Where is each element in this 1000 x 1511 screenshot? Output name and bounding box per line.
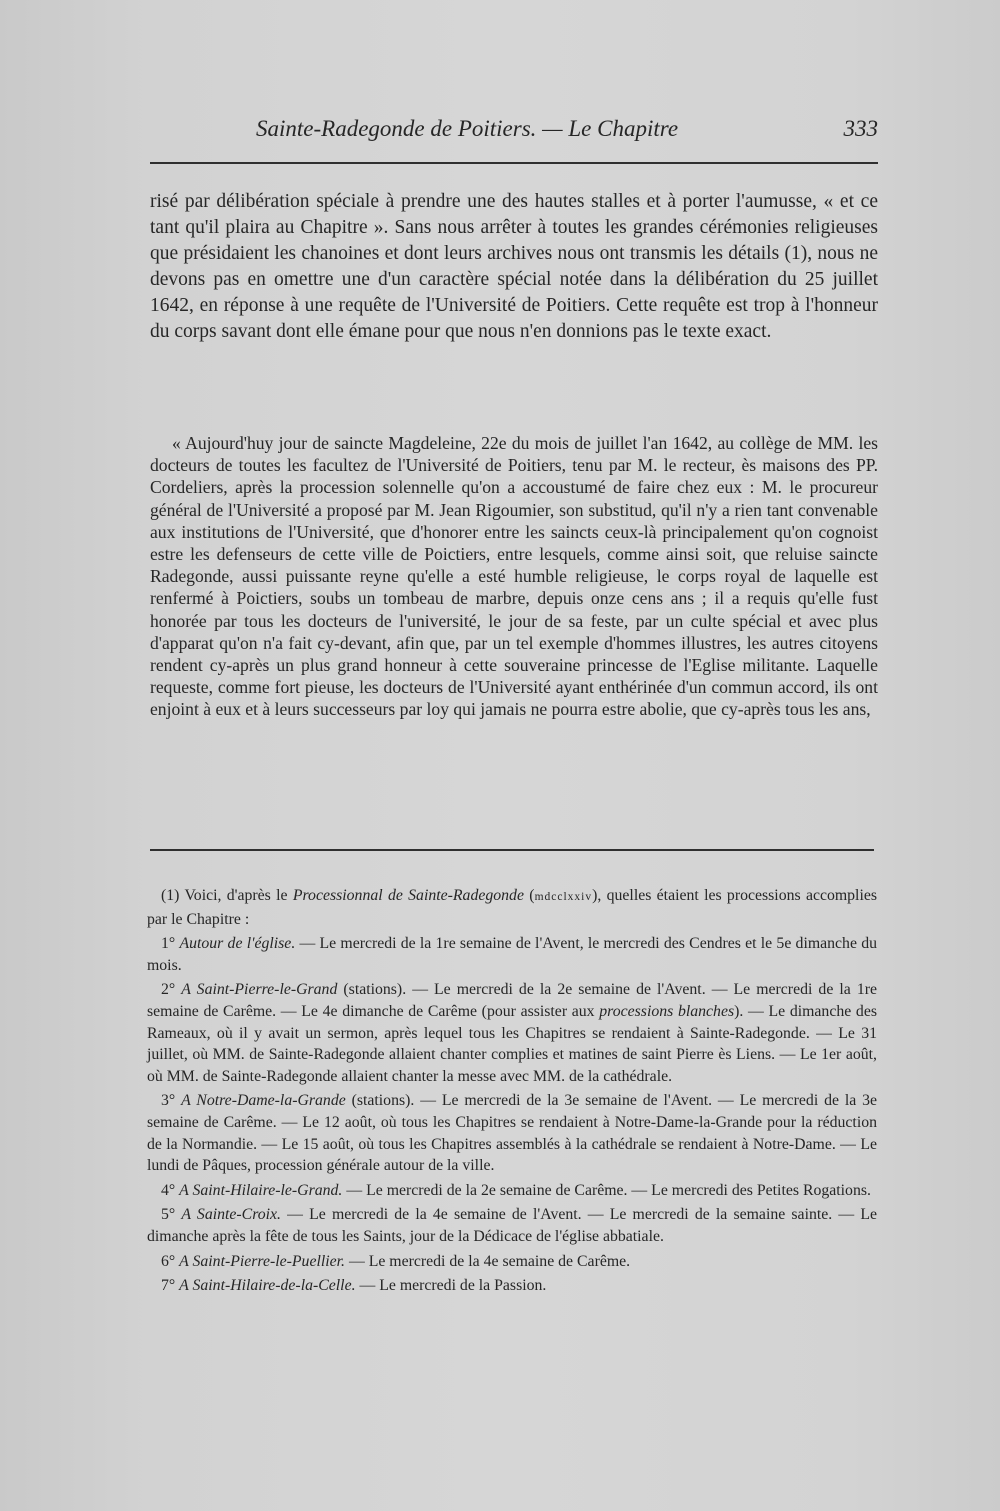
footnote-date-open: ( bbox=[523, 887, 535, 904]
footnote-work-title: Processionnal de Sainte-Radegonde bbox=[292, 887, 524, 904]
footnote-date: mdcclxxiv bbox=[534, 891, 593, 903]
header-rule bbox=[150, 162, 878, 164]
procession-item-7 bbox=[147, 1275, 877, 1297]
item-place: A Sainte-Croix. bbox=[181, 1206, 282, 1224]
footnote-intro-prefix: (1) Voici, d'après le bbox=[161, 887, 293, 904]
item-place: A Saint-Pierre-le-Puellier. bbox=[179, 1252, 345, 1270]
footnotes bbox=[147, 885, 877, 1300]
item-place: A Saint-Hilaire-de-la-Celle. bbox=[179, 1277, 356, 1295]
item-text: — Le mercredi de la 1re semaine de l'Avent, le mercredi des Cendres et le 5e dimanche du mois. bbox=[147, 935, 877, 974]
item-number: 5° bbox=[161, 1206, 176, 1224]
item-place: A Saint-Hilaire-le-Grand. bbox=[179, 1181, 343, 1199]
item-text: ). — Le dimanche des Rameaux, où il y avait un sermon, après lequel tous les Chapitres se rendaient à Sainte-Radegonde. — Le 31 juillet, où MM. de Sainte-Radegonde allaient chanter complies et matines de saint Pierre ès Liens. — Le 1er août, où MM. de Sainte-Radegonde allaient chanter la messe avec MM. de la cathédrale. bbox=[147, 1002, 877, 1085]
item-number: 1° bbox=[161, 935, 176, 953]
footnote-intro-suffix: ), quelles étaient les processions accomplies par le Chapitre : bbox=[147, 887, 877, 928]
running-title: Sainte-Radegonde de Poitiers. — Le Chapitre bbox=[256, 116, 679, 141]
procession-item-5 bbox=[147, 1204, 877, 1247]
item-place: A Saint-Pierre-le-Grand bbox=[181, 981, 338, 999]
body-paragraph: risé par délibération spéciale à prendre une des hautes stalles et à porter l'aumusse, « et ce tant qu'il plaira au Chapitre ». Sans nous arrêter à toutes les grandes cérémonies religieuses que présidaient les chanoines et dont leurs archives nous ont transmis les détails (1), nous ne devons pas en omettre une d'un caractère spécial notée dans la délibération du 25 juillet 1642, en réponse à une requête de l'Université de Poitiers. Cette requête est trop à l'honneur du corps savant dont elle émane pour que nous n'en donnions pas le texte exact. bbox=[150, 191, 878, 342]
footnote-rule bbox=[150, 849, 874, 851]
item-number: 2° bbox=[161, 981, 176, 999]
item-text: — Le mercredi de la Passion. bbox=[355, 1277, 547, 1295]
item-number: 6° bbox=[161, 1252, 176, 1270]
item-text: — Le mercredi de la 4e semaine de Carême. bbox=[345, 1252, 631, 1270]
item-place: A Notre-Dame-la-Grande bbox=[181, 1092, 346, 1110]
item-text: (stations). — Le mercredi de la 2e semaine de l'Avent. — Le mercredi de la 1re semaine de Carême. — Le 4e dimanche de Carême (pour assister aux bbox=[147, 981, 877, 1020]
procession-item-3 bbox=[147, 1090, 877, 1176]
quoted-deliberation: « Aujourd'huy jour de saincte Magdeleine, 22e du mois de juillet l'an 1642, au collège de MM. les docteurs de toutes les facultez de l'Université de Poitiers, tenu par M. le recteur, ès maisons des PP. Cordeliers, après la procession solennelle qu'on a accoustumé de faire chez eux : M. le procureur général de l'Université a proposé par M. Jean Rigoumier, son substitud, qu'il n'y a rien tant convenable aux institutions de l'Université, que d'honorer entre les saincts ceux-là principalement qu'on cognoist estre les defenseurs de cette ville de Poictiers, entre lesquels, comme ainsi soit, que reluise saincte Radegonde, aussi puissante reyne qu'elle a esté humble religieuse, le corps royal de laquelle est renfermé à Poictiers, soubs un tombeau de marbre, depuis onze cens ans ; il a requis qu'elle fust honorée par tous les docteurs de l'université, le jour de sa feste, par un culte spécial et avec plus d'apparat qu'on n'a fait cy-devant, afin que, par un tel exemple d'hommes illustres, les autres citoyens rendent cy-après un plus grand honneur à cette souveraine princesse de l'Eglise militante. Laquelle requeste, comme fort pieuse, les docteurs de l'Université ayant enthérinée d'un commun accord, ils ont enjoint à eux et à leurs successeurs par loy qui jamais ne pourra estre abolie, que cy-après tous les ans, bbox=[150, 433, 878, 720]
item-text: — Le mercredi de la 2e semaine de Carême. — Le mercredi des Petites Rogations. bbox=[342, 1181, 871, 1199]
procession-item-6 bbox=[147, 1251, 877, 1273]
procession-item-1 bbox=[147, 933, 877, 976]
item-number: 3° bbox=[161, 1092, 176, 1110]
page-number: 333 bbox=[843, 116, 878, 141]
footnote-intro bbox=[147, 885, 877, 930]
item-place: Autour de l'église. bbox=[179, 935, 296, 953]
item-number: 7° bbox=[161, 1277, 176, 1295]
procession-item-2 bbox=[147, 979, 877, 1087]
item-text: — Le mercredi de la 4e semaine de l'Avent. — Le mercredi de la semaine sainte. — Le dimanche après la fête de tous les Saints, jour de la Dédicace de l'église abbatiale. bbox=[147, 1206, 877, 1245]
item-italic: processions blanches bbox=[599, 1002, 735, 1020]
procession-item-4 bbox=[147, 1180, 877, 1202]
item-text: (stations). — Le mercredi de la 3e semaine de l'Avent. — Le mercredi de la 3e semaine de Carême. — Le 12 août, où tous les Chapitres se rendaient à Notre-Dame-la-Grande pour la réduction de la Normandie. — Le 15 août, où tous les Chapitres assemblés à la cathédrale se rendaient à Notre-Dame. — Le lundi de Pâques, procession générale autour de la ville. bbox=[147, 1092, 877, 1175]
item-number: 4° bbox=[161, 1181, 176, 1199]
